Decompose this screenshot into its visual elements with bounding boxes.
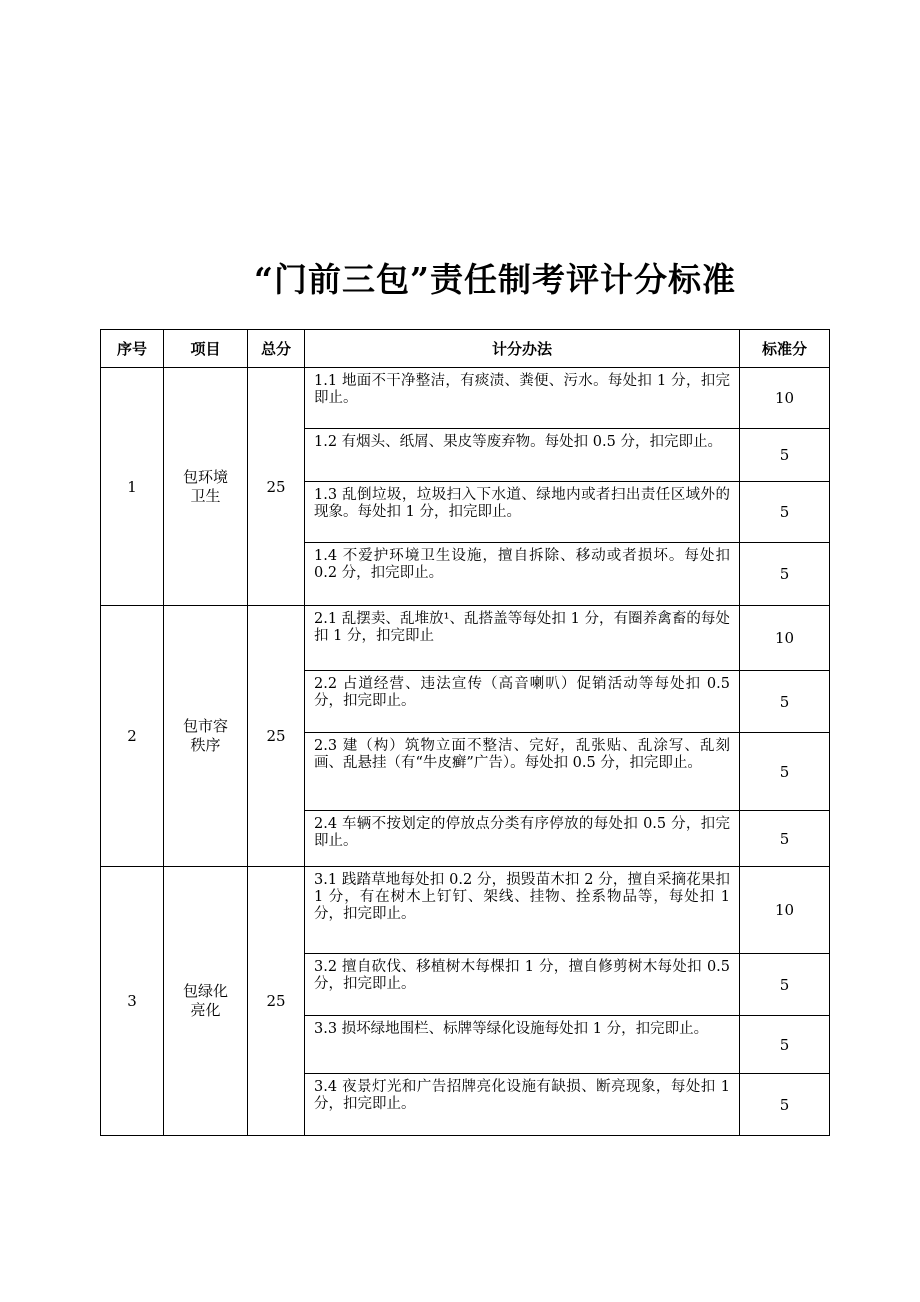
header-seq: 序号 — [101, 330, 164, 368]
standard-score: 5 — [740, 429, 830, 482]
page-title: “门前三包”责任制考评计分标准 — [254, 260, 736, 299]
method-text: 1.1 地面不干净整洁，有痰渍、粪便、污水。每处扣 1 分，扣完即止。 — [305, 368, 740, 429]
table-row — [101, 606, 830, 671]
scoring-table — [100, 329, 830, 1136]
table-row — [101, 867, 830, 954]
standard-score: 5 — [740, 954, 830, 1016]
standard-score: 10 — [740, 368, 830, 429]
group-total: 25 — [248, 368, 305, 606]
group-item: 包环境卫生 — [164, 368, 248, 606]
group-total: 25 — [248, 867, 305, 1136]
standard-score: 5 — [740, 482, 830, 543]
table-header-row — [101, 330, 830, 368]
group-seq: 1 — [101, 368, 164, 606]
header-item: 项目 — [164, 330, 248, 368]
standard-score: 5 — [740, 1016, 830, 1074]
standard-score: 5 — [740, 811, 830, 867]
method-text: 1.2 有烟头、纸屑、果皮等废弃物。每处扣 0.5 分，扣完即止。 — [305, 429, 740, 482]
standard-score: 10 — [740, 606, 830, 671]
method-text: 3.2 擅自砍伐、移植树木每棵扣 1 分，擅自修剪树木每处扣 0.5 分，扣完即止。 — [305, 954, 740, 1016]
header-standard: 标准分 — [740, 330, 830, 368]
standard-score: 10 — [740, 867, 830, 954]
header-total: 总分 — [248, 330, 305, 368]
header-method: 计分办法 — [305, 330, 740, 368]
standard-score: 5 — [740, 1074, 830, 1136]
method-text: 1.3 乱倒垃圾，垃圾扫入下水道、绿地内或者扫出责任区域外的现象。每处扣 1 分，扣完即止。 — [305, 482, 740, 543]
method-text: 2.4 车辆不按划定的停放点分类有序停放的每处扣 0.5 分，扣完即止。 — [305, 811, 740, 867]
method-text: 1.4 不爱护环境卫生设施，擅自拆除、移动或者损坏。每处扣 0.2 分，扣完即止。 — [305, 543, 740, 606]
table-row — [101, 368, 830, 429]
group-seq: 2 — [101, 606, 164, 867]
method-text: 2.3 建（构）筑物立面不整洁、完好，乱张贴、乱涂写、乱刻画、乱悬挂（有“牛皮癣”广告）。每处扣 0.5 分，扣完即止。 — [305, 733, 740, 811]
method-text: 3.3 损坏绿地围栏、标牌等绿化设施每处扣 1 分，扣完即止。 — [305, 1016, 740, 1074]
standard-score: 5 — [740, 671, 830, 733]
method-text: 2.1 乱摆卖、乱堆放¹、乱搭盖等每处扣 1 分，有圈养禽畜的每处扣 1 分，扣完即止 — [305, 606, 740, 671]
group-item: 包绿化亮化 — [164, 867, 248, 1136]
group-item: 包市容秩序 — [164, 606, 248, 867]
standard-score: 5 — [740, 543, 830, 606]
group-seq: 3 — [101, 867, 164, 1136]
standard-score: 5 — [740, 733, 830, 811]
method-text: 3.4 夜景灯光和广告招牌亮化设施有缺损、断亮现象，每处扣 1 分，扣完即止。 — [305, 1074, 740, 1136]
method-text: 3.1 践踏草地每处扣 0.2 分，损毁苗木扣 2 分，擅自采摘花果扣 1 分，有在树木上钉钉、架线、挂物、拴系物品等，每处扣 1 分，扣完即止。 — [305, 867, 740, 954]
group-total: 25 — [248, 606, 305, 867]
method-text: 2.2 占道经营、违法宣传（高音喇叭）促销活动等每处扣 0.5 分，扣完即止。 — [305, 671, 740, 733]
